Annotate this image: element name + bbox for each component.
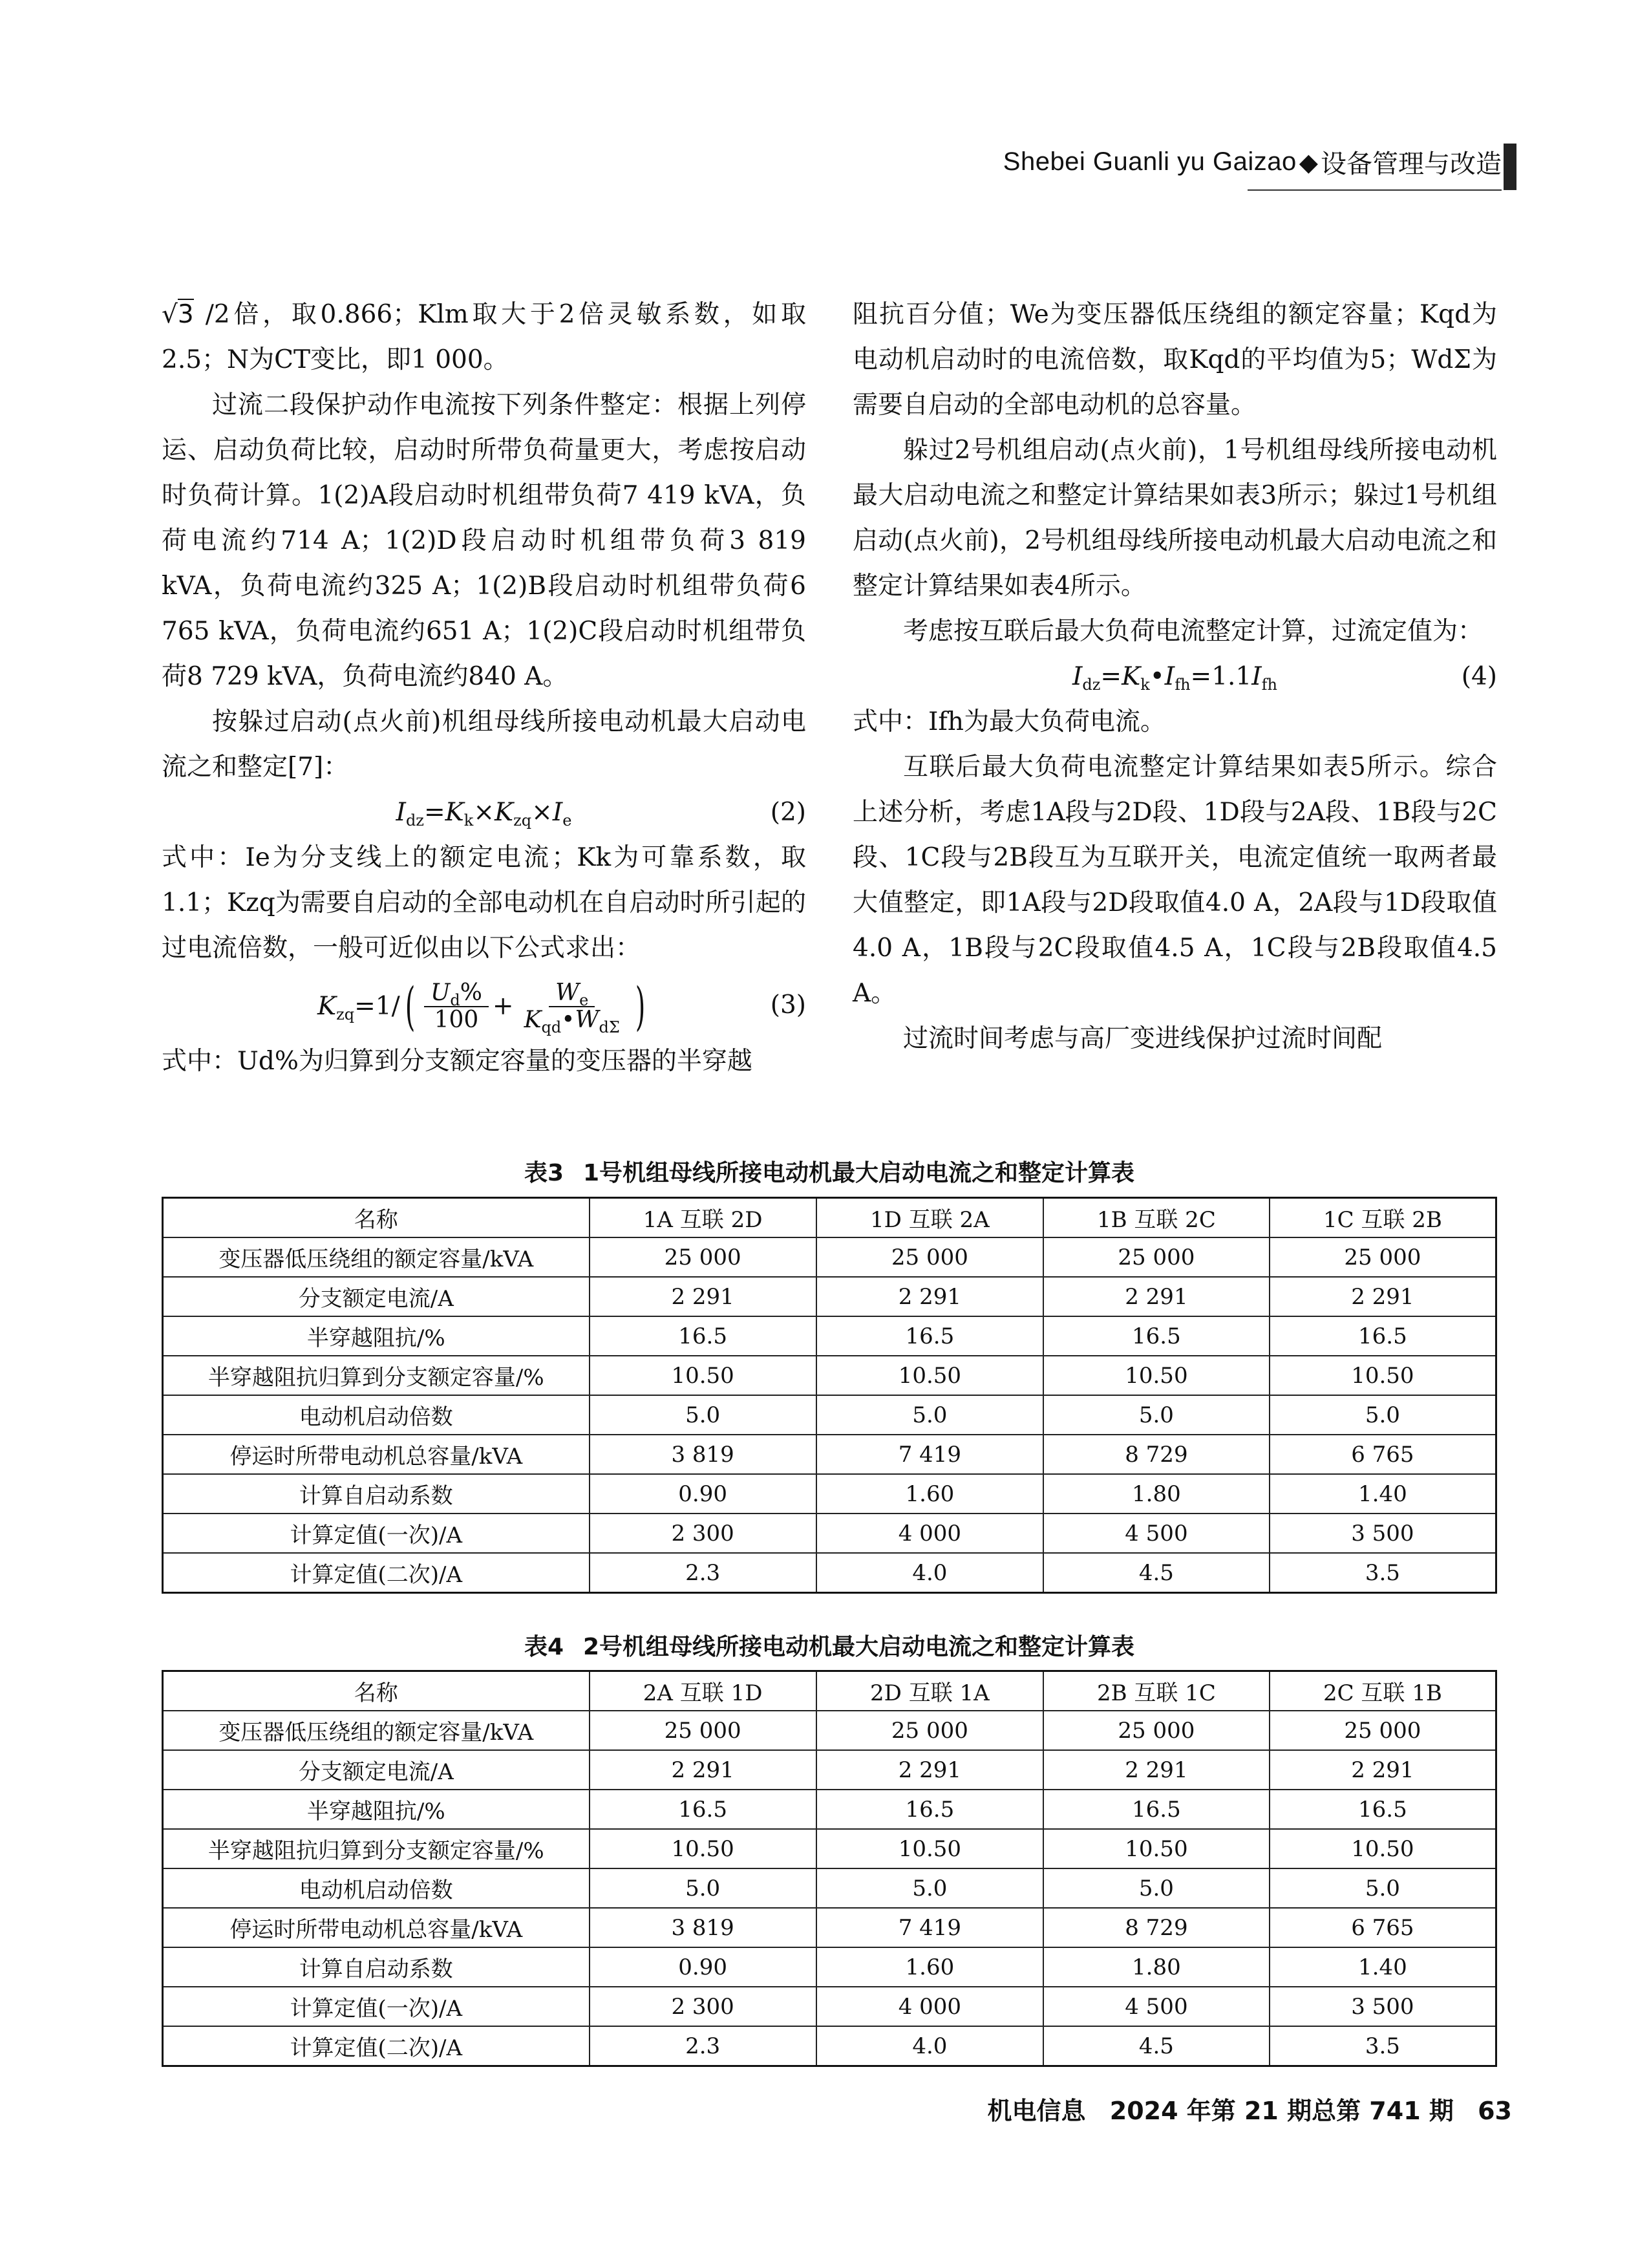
header-chinese: 设备管理与改造 xyxy=(1321,149,1502,179)
table3-header-cell: 1B 互联 2C xyxy=(1043,1198,1270,1238)
table-cell: 2 291 xyxy=(816,1277,1043,1316)
table-cell: 5.0 xyxy=(816,1395,1043,1435)
table-cell: 10.50 xyxy=(1043,1829,1270,1868)
table-cell: 3 819 xyxy=(590,1908,816,1947)
table-row-label: 变压器低压绕组的额定容量/kVA xyxy=(163,1711,590,1750)
table-cell: 16.5 xyxy=(1043,1316,1270,1356)
table-cell: 25 000 xyxy=(816,1711,1043,1750)
table-row-label: 停运时所带电动机总容量/kVA xyxy=(163,1908,590,1947)
table-cell: 2 291 xyxy=(590,1277,816,1316)
table-row xyxy=(163,1750,1496,1790)
table-cell: 4.0 xyxy=(816,1553,1043,1593)
table-row xyxy=(163,2026,1496,2066)
table-row xyxy=(163,1987,1496,2026)
equation-3-formula: $K_{zq}=1/$ ( $\frac{U_d\%}{100}$ + $\frac{W_e}{K_{qd}•W_{d\Sigma}}$ ) xyxy=(317,976,646,1036)
table-cell: 7 419 xyxy=(816,1435,1043,1474)
table3-header-cell: 1D 互联 2A xyxy=(816,1198,1043,1238)
table-row-label: 变压器低压绕组的额定容量/kVA xyxy=(163,1237,590,1277)
table-row-label: 电动机启动倍数 xyxy=(163,1395,590,1435)
table-row-label: 分支额定电流/A xyxy=(163,1277,590,1316)
table-row xyxy=(163,1829,1496,1868)
table4-header-cell: 2D 互联 1A xyxy=(816,1671,1043,1711)
equation-2 xyxy=(162,790,806,835)
table3-header-row xyxy=(163,1198,1496,1238)
diamond-icon: ◆ xyxy=(1299,147,1318,177)
table-row-label: 计算自启动系数 xyxy=(163,1947,590,1987)
table-row xyxy=(163,1237,1496,1277)
table-cell: 5.0 xyxy=(816,1868,1043,1908)
table-cell: 2 291 xyxy=(1270,1750,1496,1790)
table-row xyxy=(163,1514,1496,1553)
table-cell: 5.0 xyxy=(1270,1395,1496,1435)
table-cell: 25 000 xyxy=(816,1237,1043,1277)
table-cell: 8 729 xyxy=(1043,1908,1270,1947)
right-paragraph-5: 互联后最大负荷电流整定计算结果如表5所示。综合上述分析，考虑1A段与2D段、1D段与2A段、1B段与2C段、1C段与2B段互为互联开关，电流定值统一取两者最大值整定，即1A段与2D段取值4.0 A，2A段与1D段取值4.0 A，1B段与2C段取值4.5 A，1C段与2B段取值4.5 A。 xyxy=(853,753,1497,1008)
table-cell: 3 500 xyxy=(1270,1514,1496,1553)
table-cell: 5.0 xyxy=(1270,1868,1496,1908)
table-cell: 16.5 xyxy=(590,1316,816,1356)
table-row-label: 电动机启动倍数 xyxy=(163,1868,590,1908)
equation-3-number: (3) xyxy=(770,990,806,1020)
table-row-label: 半穿越阻抗/% xyxy=(163,1316,590,1356)
table-row-label: 计算定值(二次)/A xyxy=(163,1553,590,1593)
table-cell: 10.50 xyxy=(1043,1356,1270,1395)
header-rule xyxy=(1248,189,1502,191)
table-row xyxy=(163,1474,1496,1514)
table3-caption xyxy=(162,1155,1497,1188)
table-cell: 1.40 xyxy=(1270,1947,1496,1987)
table-row xyxy=(163,1868,1496,1908)
table-cell: 5.0 xyxy=(1043,1395,1270,1435)
equation-2-formula: $I_{dz}=K_k\times K_{zq}\times I_e$ xyxy=(396,798,572,829)
table-cell: 0.90 xyxy=(590,1947,816,1987)
table3-header-cell: 1A 互联 2D xyxy=(590,1198,816,1238)
equation-3 xyxy=(162,971,806,1039)
table-cell: 10.50 xyxy=(1270,1356,1496,1395)
table3 xyxy=(162,1197,1497,1594)
table-cell: 25 000 xyxy=(1270,1711,1496,1750)
table-cell: 1.80 xyxy=(1043,1947,1270,1987)
table-row xyxy=(163,1790,1496,1829)
sqrt3-icon: √3 xyxy=(162,300,194,329)
table-cell: 4 500 xyxy=(1043,1987,1270,2026)
table-cell: 16.5 xyxy=(1270,1316,1496,1356)
table-cell: 3 500 xyxy=(1270,1987,1496,2026)
table-cell: 25 000 xyxy=(1043,1237,1270,1277)
table-row xyxy=(163,1553,1496,1593)
table-row xyxy=(163,1908,1496,1947)
table-cell: 5.0 xyxy=(590,1868,816,1908)
header-bar xyxy=(1504,144,1516,190)
table-cell: 2 291 xyxy=(1043,1750,1270,1790)
right-paragraph-6: 过流时间考虑与高厂变进线保护过流时间配 xyxy=(903,1024,1383,1053)
table-cell: 16.5 xyxy=(590,1790,816,1829)
table-cell: 5.0 xyxy=(590,1395,816,1435)
table-cell: 10.50 xyxy=(816,1829,1043,1868)
table-row xyxy=(163,1277,1496,1316)
running-header xyxy=(1003,144,1502,180)
table-row xyxy=(163,1435,1496,1474)
table-cell: 7 419 xyxy=(816,1908,1043,1947)
table-cell: 16.5 xyxy=(1043,1790,1270,1829)
right-paragraph-1: 阻抗百分值；We为变压器低压绕组的额定容量；Kqd为电动机启动时的电流倍数，取Kqd的平均值为5；WdΣ为需要自启动的全部电动机的总容量。 xyxy=(853,300,1497,420)
table-row-label: 计算定值(二次)/A xyxy=(163,2026,590,2066)
table-row xyxy=(163,1947,1496,1987)
left-column xyxy=(162,292,806,1084)
table-cell: 16.5 xyxy=(816,1316,1043,1356)
table4-header-cell: 2C 互联 1B xyxy=(1270,1671,1496,1711)
table-row-label: 停运时所带电动机总容量/kVA xyxy=(163,1435,590,1474)
table3-caption-text: 1号机组母线所接电动机最大启动电流之和整定计算表 xyxy=(583,1160,1135,1186)
table3-caption-number: 表3 xyxy=(524,1160,564,1186)
table4 xyxy=(162,1670,1497,2067)
table-row-label: 分支额定电流/A xyxy=(163,1750,590,1790)
footer-issue: 2024 年第 21 期总第 741 期 xyxy=(1109,2097,1454,2125)
table4-caption-number: 表4 xyxy=(524,1634,564,1660)
table-cell: 6 765 xyxy=(1270,1908,1496,1947)
table-cell: 2 291 xyxy=(816,1750,1043,1790)
table-cell: 8 729 xyxy=(1043,1435,1270,1474)
table-cell: 2 300 xyxy=(590,1514,816,1553)
table-cell: 1.60 xyxy=(816,1474,1043,1514)
table-row xyxy=(163,1395,1496,1435)
table-row xyxy=(163,1316,1496,1356)
right-paragraph-2: 躲过2号机组启动(点火前)，1号机组母线所接电动机最大启动电流之和整定计算结果如表3所示；躲过1号机组启动(点火前)，2号机组母线所接电动机最大启动电流之和整定计算结果如表4所示。 xyxy=(853,436,1497,601)
table-cell: 3.5 xyxy=(1270,2026,1496,2066)
table4-header-cell: 名称 xyxy=(163,1671,590,1711)
left-paragraph-1: √3 /2倍，取0.866；Klm取大于2倍灵敏系数，如取2.5；N为CT变比，即1 000。 xyxy=(162,300,806,374)
header-latin: Shebei Guanli yu Gaizao xyxy=(1003,147,1297,176)
table-cell: 3.5 xyxy=(1270,1553,1496,1593)
table-cell: 25 000 xyxy=(590,1237,816,1277)
left-paragraph-4: 式中：Ie为分支线上的额定电流；Kk为可靠系数，取1.1；Kzq为需要自启动的全部电动机在自启动时所引起的过电流倍数，一般可近似由以下公式求出： xyxy=(162,843,806,963)
table-cell: 25 000 xyxy=(590,1711,816,1750)
table4-header-cell: 2A 互联 1D xyxy=(590,1671,816,1711)
table-cell: 4 500 xyxy=(1043,1514,1270,1553)
left-paragraph-2: 过流二段保护动作电流按下列条件整定：根据上列停运、启动负荷比较，启动时所带负荷量更大，考虑按启动时负荷计算。1(2)A段启动时机组带负荷7 419 kVA，负荷电流约714 A；1(2)D段启动时机组带负荷3 819 kVA，负荷电流约325 A；1(2)B段启动时机组带负荷6 765 kVA，负荷电流约651 A；1(2)C段启动时机组带负荷8 729 kVA，负荷电流约840 A。 xyxy=(162,390,806,691)
equation-4-number: (4) xyxy=(1461,662,1497,691)
right-paragraph-4: 式中：Ifh为最大负荷电流。 xyxy=(853,707,1165,736)
table-row-label: 半穿越阻抗/% xyxy=(163,1790,590,1829)
table-cell: 10.50 xyxy=(590,1356,816,1395)
table-cell: 2 291 xyxy=(590,1750,816,1790)
table-cell: 2.3 xyxy=(590,2026,816,2066)
table-row-label: 半穿越阻抗归算到分支额定容量/% xyxy=(163,1829,590,1868)
table3-body xyxy=(163,1237,1496,1593)
table-row-label: 计算自启动系数 xyxy=(163,1474,590,1514)
left-paragraph-5: 式中：Ud%为归算到分支额定容量的变压器的半穿越 xyxy=(162,1047,752,1076)
table-cell: 25 000 xyxy=(1043,1711,1270,1750)
table-cell: 3 819 xyxy=(590,1435,816,1474)
table-cell: 0.90 xyxy=(590,1474,816,1514)
table3-header-cell: 名称 xyxy=(163,1198,590,1238)
table-cell: 10.50 xyxy=(590,1829,816,1868)
table-cell: 4.5 xyxy=(1043,1553,1270,1593)
table-row xyxy=(163,1711,1496,1750)
table-cell: 4 000 xyxy=(816,1514,1043,1553)
page-footer xyxy=(972,2091,1513,2126)
table4-header-cell: 2B 互联 1C xyxy=(1043,1671,1270,1711)
table-cell: 4 000 xyxy=(816,1987,1043,2026)
table-row xyxy=(163,1356,1496,1395)
table-cell: 2 291 xyxy=(1043,1277,1270,1316)
equation-2-number: (2) xyxy=(770,798,806,827)
table-cell: 16.5 xyxy=(1270,1790,1496,1829)
table-cell: 4.0 xyxy=(816,2026,1043,2066)
table4-caption xyxy=(162,1629,1497,1662)
table-cell: 2 291 xyxy=(1270,1277,1496,1316)
equation-4-formula: $I_{dz}=K_k•I_{fh}=1.1I_{fh}$ xyxy=(1072,662,1277,694)
table-cell: 2.3 xyxy=(590,1553,816,1593)
table-row-label: 计算定值(一次)/A xyxy=(163,1987,590,2026)
table4-body xyxy=(163,1711,1496,2066)
table-cell: 25 000 xyxy=(1270,1237,1496,1277)
table4-header-row xyxy=(163,1671,1496,1711)
equation-4 xyxy=(853,654,1497,700)
footer-journal: 机电信息 xyxy=(987,2097,1086,2125)
table-cell: 1.40 xyxy=(1270,1474,1496,1514)
table-cell: 2 300 xyxy=(590,1987,816,2026)
table-cell: 1.80 xyxy=(1043,1474,1270,1514)
right-column xyxy=(853,292,1497,1062)
table-row-label: 计算定值(一次)/A xyxy=(163,1514,590,1553)
table-cell: 16.5 xyxy=(816,1790,1043,1829)
table-row-label: 半穿越阻抗归算到分支额定容量/% xyxy=(163,1356,590,1395)
page-number: 63 xyxy=(1478,2097,1512,2125)
table4-caption-text: 2号机组母线所接电动机最大启动电流之和整定计算表 xyxy=(583,1634,1135,1660)
table-cell: 4.5 xyxy=(1043,2026,1270,2066)
table-cell: 6 765 xyxy=(1270,1435,1496,1474)
table-cell: 5.0 xyxy=(1043,1868,1270,1908)
table-cell: 1.60 xyxy=(816,1947,1043,1987)
left-paragraph-3: 按躲过启动(点火前)机组母线所接电动机最大启动电流之和整定[7]： xyxy=(162,707,806,782)
table-cell: 10.50 xyxy=(1270,1829,1496,1868)
right-paragraph-3: 考虑按互联后最大负荷电流整定计算，过流定值为： xyxy=(903,617,1484,646)
table-cell: 10.50 xyxy=(816,1356,1043,1395)
table3-header-cell: 1C 互联 2B xyxy=(1270,1198,1496,1238)
